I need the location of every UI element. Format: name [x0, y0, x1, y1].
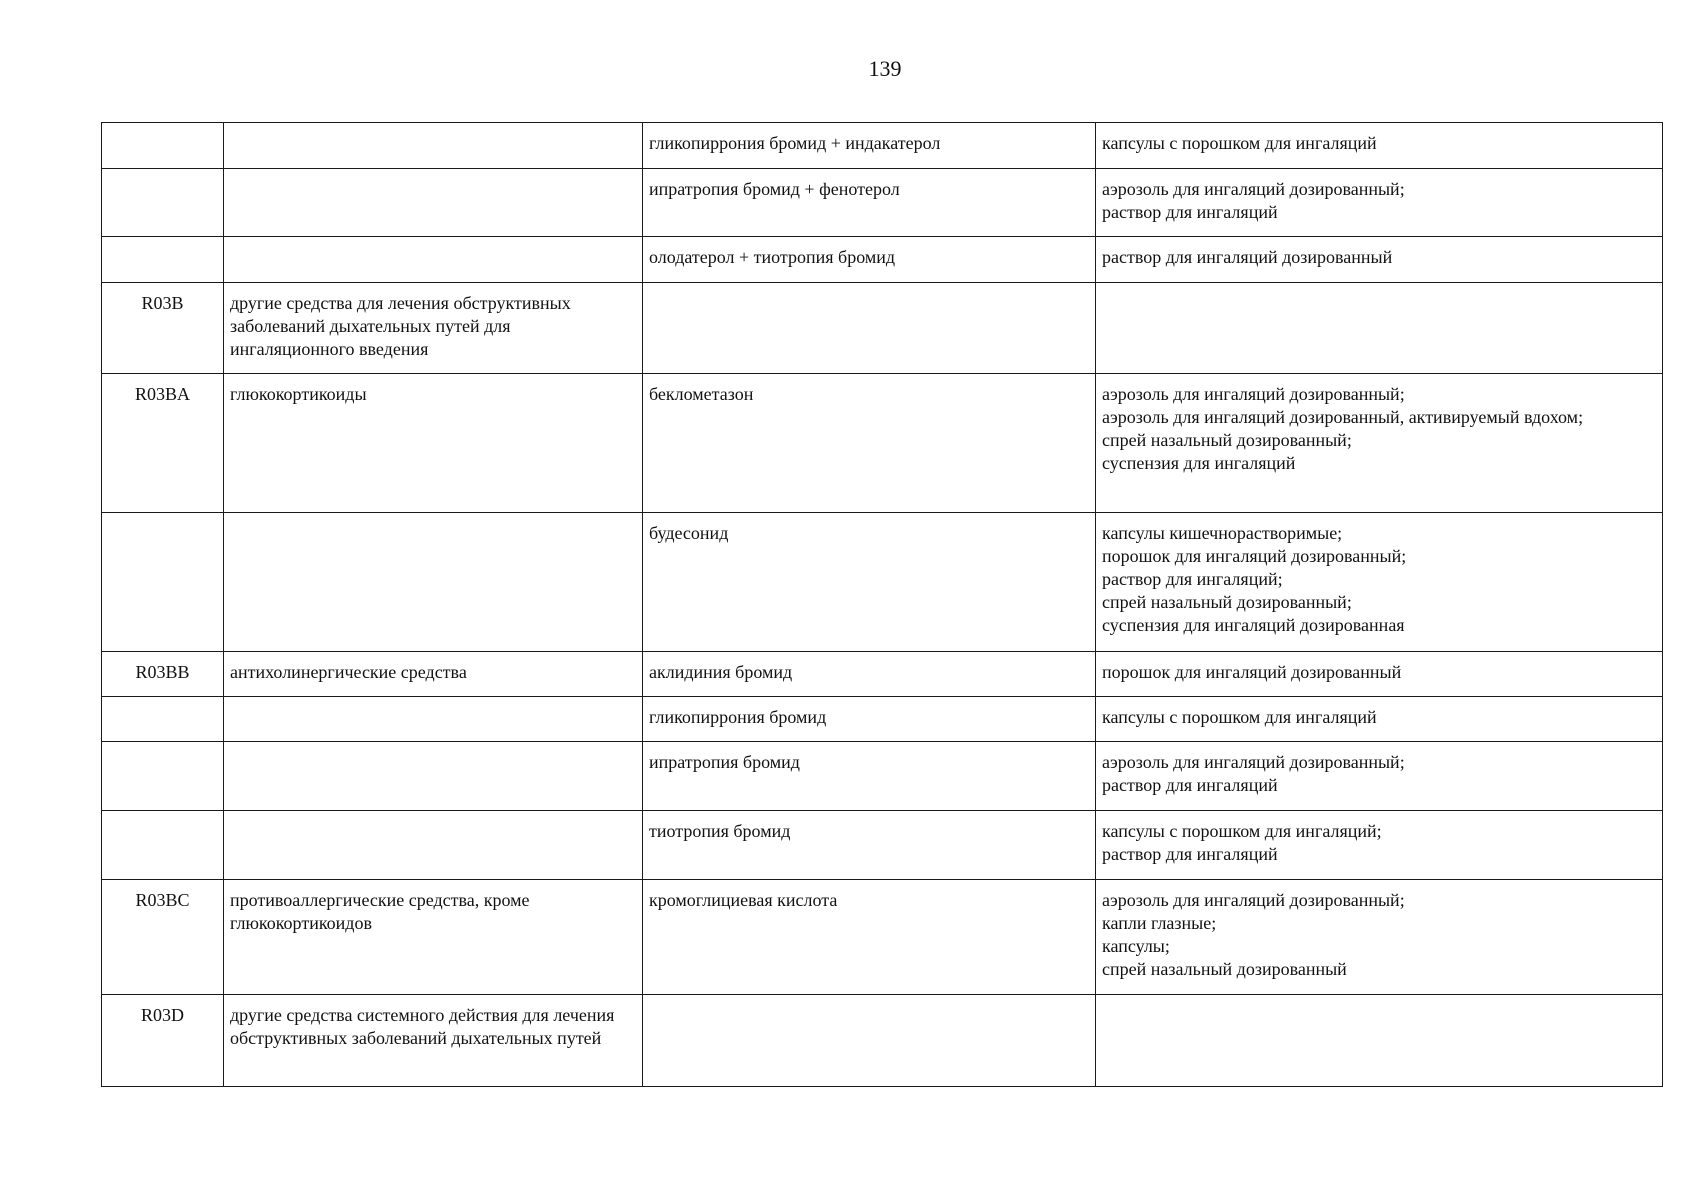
dosage-form-line: спрей назальный дозированный; — [1102, 430, 1352, 450]
dosage-form-line: аэрозоль для ингаляций дозированный; — [1102, 890, 1405, 910]
table-row — [102, 374, 1663, 513]
table-row — [102, 283, 1663, 374]
drug-name-cell — [643, 283, 1096, 374]
atc-code-cell — [102, 513, 224, 652]
drug-name-cell: олодатерол + тиотропия бромид — [643, 237, 1096, 283]
dosage-form-line: раствор для ингаляций — [1102, 775, 1278, 795]
dosage-form-line: суспензия для ингаляций — [1102, 453, 1296, 473]
anatomical-therapeutic-group-cell — [224, 169, 643, 237]
anatomical-therapeutic-group-cell: антихолинергические средства — [224, 652, 643, 697]
dosage-form-line: аэрозоль для ингаляций дозированный, активируемый вдохом; — [1102, 407, 1584, 427]
dosage-forms-cell — [1096, 123, 1663, 169]
dosage-forms-cell — [1096, 652, 1663, 697]
dosage-form-line: капсулы с порошком для ингаляций — [1102, 707, 1377, 727]
anatomical-therapeutic-group-cell: другие средства системного действия для лечения обструктивных заболеваний дыхательных путей — [224, 995, 643, 1087]
table-row — [102, 169, 1663, 237]
anatomical-therapeutic-group-cell: противоаллергические средства, кроме глюкокортикоидов — [224, 880, 643, 995]
table-row — [102, 513, 1663, 652]
drug-name-cell: тиотропия бромид — [643, 811, 1096, 880]
dosage-form-line: спрей назальный дозированный; — [1102, 592, 1352, 612]
atc-code-cell: R03D — [102, 995, 224, 1087]
drug-name-cell: кромоглициевая кислота — [643, 880, 1096, 995]
table-row — [102, 652, 1663, 697]
atc-code-cell: R03BA — [102, 374, 224, 513]
page-number: 139 — [868, 56, 902, 81]
table-row — [102, 995, 1663, 1087]
drug-classification-table — [101, 122, 1663, 1087]
dosage-form-line: аэрозоль для ингаляций дозированный; — [1102, 384, 1405, 404]
dosage-forms-cell — [1096, 811, 1663, 880]
anatomical-therapeutic-group-cell — [224, 513, 643, 652]
drug-name-cell: беклометазон — [643, 374, 1096, 513]
dosage-forms-cell — [1096, 697, 1663, 742]
atc-code-cell — [102, 237, 224, 283]
atc-code-cell: R03BB — [102, 652, 224, 697]
anatomical-therapeutic-group-cell: другие средства для лечения обструктивных заболеваний дыхательных путей для ингаляционного введения — [224, 283, 643, 374]
atc-code-cell: R03BC — [102, 880, 224, 995]
table-row — [102, 880, 1663, 995]
atc-code-cell — [102, 811, 224, 880]
dosage-forms-cell — [1096, 880, 1663, 995]
table-body — [102, 123, 1663, 1087]
drug-name-cell: ипратропия бромид + фенотерол — [643, 169, 1096, 237]
drug-name-cell: ипратропия бромид — [643, 742, 1096, 811]
drug-name-cell: гликопиррония бромид — [643, 697, 1096, 742]
dosage-form-line: капли глазные; — [1102, 913, 1217, 933]
dosage-forms-cell — [1096, 283, 1663, 374]
anatomical-therapeutic-group-cell — [224, 123, 643, 169]
dosage-form-line: спрей назальный дозированный — [1102, 959, 1347, 979]
dosage-forms-cell — [1096, 513, 1663, 652]
dosage-form-line: суспензия для ингаляций дозированная — [1102, 615, 1405, 635]
dosage-forms-cell — [1096, 169, 1663, 237]
table-row — [102, 237, 1663, 283]
table-row — [102, 123, 1663, 169]
drug-name-cell: будесонид — [643, 513, 1096, 652]
anatomical-therapeutic-group-cell — [224, 742, 643, 811]
dosage-form-line: капсулы с порошком для ингаляций; — [1102, 821, 1382, 841]
dosage-form-line: раствор для ингаляций; — [1102, 569, 1283, 589]
dosage-form-line: капсулы; — [1102, 936, 1170, 956]
dosage-forms-cell — [1096, 742, 1663, 811]
atc-code-cell — [102, 742, 224, 811]
atc-code-cell — [102, 123, 224, 169]
anatomical-therapeutic-group-cell — [224, 697, 643, 742]
dosage-form-line: порошок для ингаляций дозированный — [1102, 662, 1402, 682]
drug-name-cell — [643, 995, 1096, 1087]
dosage-form-line: аэрозоль для ингаляций дозированный; — [1102, 752, 1405, 772]
dosage-form-line: раствор для ингаляций — [1102, 202, 1278, 222]
dosage-forms-cell — [1096, 374, 1663, 513]
atc-code-cell — [102, 697, 224, 742]
dosage-forms-cell — [1096, 237, 1663, 283]
anatomical-therapeutic-group-cell — [224, 237, 643, 283]
atc-code-cell — [102, 169, 224, 237]
table-row — [102, 697, 1663, 742]
anatomical-therapeutic-group-cell: глюкокортикоиды — [224, 374, 643, 513]
drug-name-cell: гликопиррония бромид + индакатерол — [643, 123, 1096, 169]
dosage-form-line: раствор для ингаляций дозированный — [1102, 247, 1393, 267]
dosage-form-line: аэрозоль для ингаляций дозированный; — [1102, 179, 1405, 199]
table-row — [102, 811, 1663, 880]
anatomical-therapeutic-group-cell — [224, 811, 643, 880]
dosage-form-line: капсулы кишечнорастворимые; — [1102, 523, 1343, 543]
dosage-forms-cell — [1096, 995, 1663, 1087]
dosage-form-line: порошок для ингаляций дозированный; — [1102, 546, 1407, 566]
dosage-form-line: раствор для ингаляций — [1102, 844, 1278, 864]
dosage-form-line: капсулы с порошком для ингаляций — [1102, 133, 1377, 153]
drug-name-cell: аклидиния бромид — [643, 652, 1096, 697]
atc-code-cell: R03B — [102, 283, 224, 374]
table-row — [102, 742, 1663, 811]
